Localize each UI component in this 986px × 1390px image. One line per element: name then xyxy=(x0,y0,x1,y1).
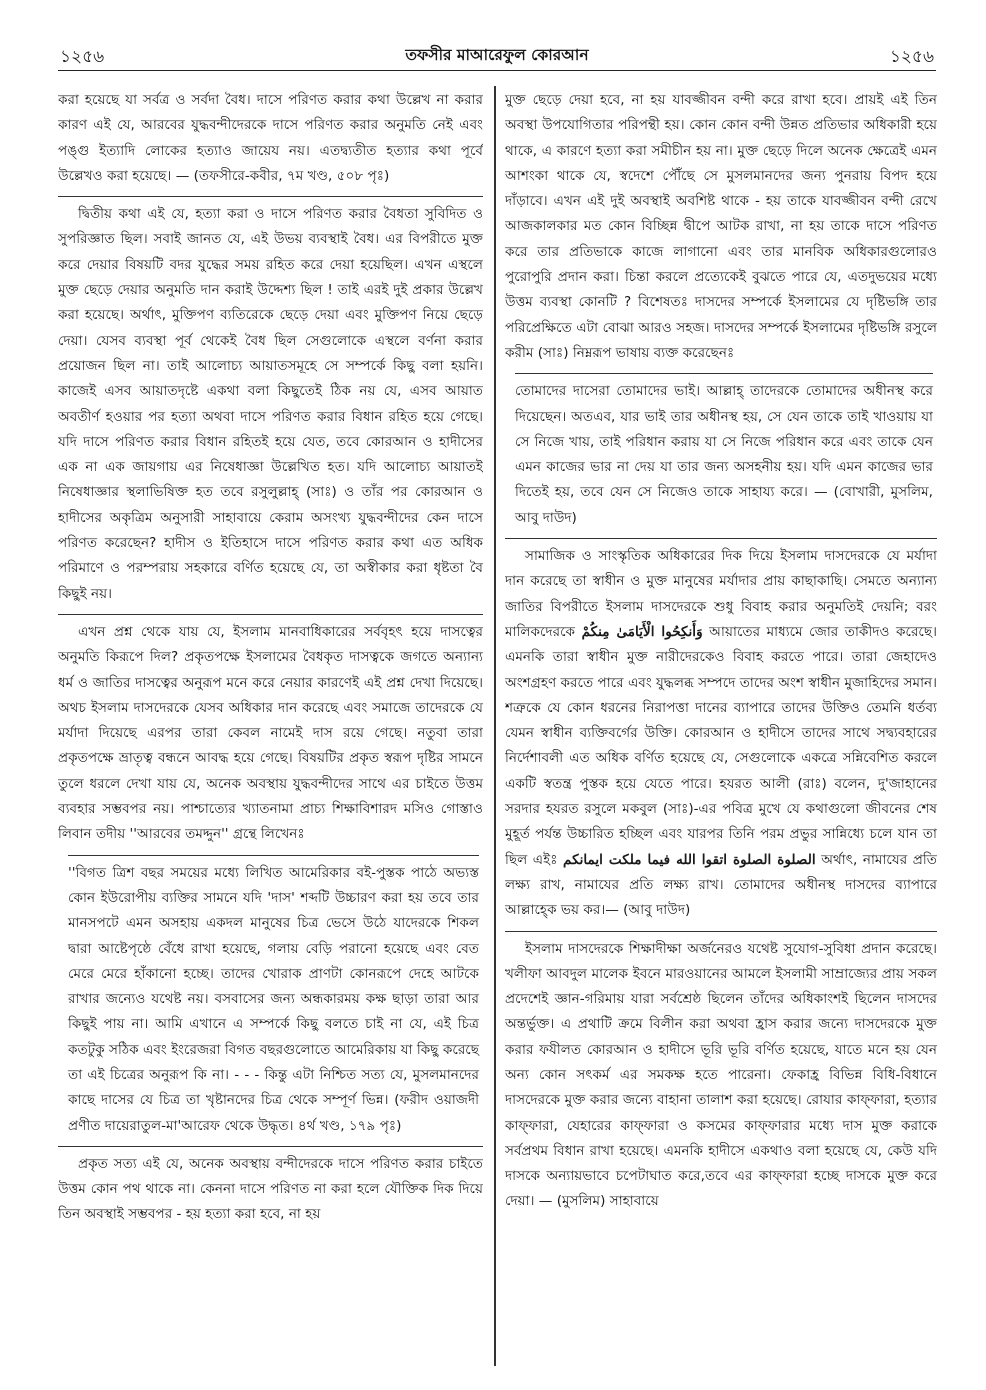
left-paragraph-1: করা হয়েছে যা সর্বত্র ও সর্বদা বৈধ। দাসে পরিণত করার কথা উল্লেখ না করার কারণ এই যে, আরবের যুদ্ধবন্দীদেরকে দাসে পরিণত করার অনুমতি নেই এবং পঙ্গু ইত্যাদি লোকের হত্যাও জায়েয নয়। এতদ্ব্যতীত হত্যার কথা পূর্বে উল্লেখও করা হয়েছে। — (তফসীরে-কবীর, ৭ম খণ্ড, ৫০৮ পৃঃ) xyxy=(58,92,483,184)
right-paragraph-2 xyxy=(505,538,937,923)
block-quote: ''বিগত ত্রিশ বছর সময়ের মধ্যে লিখিত আমেরিকার বই-পুস্তক পাঠে অভ্যস্ত কোন ইউরোপীয় ব্যক্তির সামনে যদি 'দাস' শব্দটি উচ্চারণ করা হয় তবে তার মানসপটে এমন অসহায় একদল মানুষের চিত্র ভেসে উঠে যাদেরকে শিকল দ্বারা আষ্টেপৃষ্ঠে বেঁধে রাখা হয়েছে, গলায় বেড়ি পরানো হয়েছে এবং বেত মেরে মেরে হাঁকানো হচ্ছে। তাদের খোরাক প্রাণটা কোনরূপে দেহে আটকে রাখার জন্যেও যথেষ্ট নয়। বসবাসের জন্য অন্ধকারময় কক্ষ ছাড়া তারা আর কিছুই পায় না। আমি এখানে এ সম্পর্কে কিছু বলতে চাই না যে, এই চিত্র কতটুকু সঠিক এবং ইংরেজরা বিগত বছরগুলোতে আমেরিকায় যা কিছু করেছে তা এই চিত্রের অনুরূপ কি না। - - - কিন্তু এটা নিশ্চিত সত্য যে, মুসলমানদের কাছে দাসের যে চিত্র তা খৃষ্টানদের চিত্র থেকে সম্পূর্ণ ভিন্ন। (ফরীদ ওয়াজদী প্রণীত দায়েরাতুল-মা'আরেফ থেকে উদ্ধৃত। ৪র্থ খণ্ড, ১৭৯ পৃঃ) xyxy=(68,855,479,1139)
hadith-quote: তোমাদের দাসেরা তোমাদের ভাই। আল্লাহ্ তাদেরকে তোমাদের অধীনস্থ করে দিয়েছেন। অতএব, যার ভাই তার অধীনস্থ হয়, সে যেন তাকে তাই খাওয়ায় যা সে নিজে খায়, তাই পরিধান করায় যা সে নিজে পরিধান করে এবং তাকে যেন এমন কাজের ভার না দেয় যা তার জন্য অসহনীয় হয়। যদি এমন কাজের ভার দিতেই হয়, তবে যেন সে নিজেও তাকে সাহায্য করে। — (বোখারী, মুসলিম, আবু দাউদ) xyxy=(515,373,933,531)
arabic-hadith: الصلوة الصلوة اتقوا الله فيما ملكت ايمانكم xyxy=(563,851,816,868)
left-paragraph-3: এখন প্রশ্ন থেকে যায় যে, ইসলাম মানবাধিকারের সর্ববৃহৎ হয়ে দাসত্বের অনুমতি কিরূপে দিল? প্রকৃতপক্ষে ইসলামের বৈধকৃত দাসত্বকে জগতে অন্যান্য ধর্ম ও জাতির দাসত্বের অনুরূপ মনে করে নেয়ার কারণেই এই প্রশ্ন দেখা দিয়েছে। অথচ ইসলাম দাসদেরকে যেসব অধিকার দান করেছে এবং সমাজে তাদেরকে যে মর্যাদা দিয়েছে এরপর তারা কেবল নামেই দাস রয়ে গেছে। নতুবা তারা প্রকৃতপক্ষে ভ্রাতৃত্ব বন্ধনে আবদ্ধ হয়ে গেছে। বিষয়টির প্রকৃত স্বরূপ দৃষ্টির সামনে তুলে ধরলে দেখা যায় যে, অনেক অবস্থায় যুদ্ধবন্দীদের সাথে এর চাইতে উত্তম ব্যবহার সম্ভবপর নয়। পাশ্চাত্যের খ্যাতনামা প্রাচ্য শিক্ষাবিশারদ মসিও গোস্তাও লিবান তদীয় ''আরবের তমদ্দুন'' গ্রন্থে লিখেনঃ xyxy=(58,614,483,848)
paragraph-2-text-b: আয়াতের মাধ্যমে জোর তাকীদও করেছে। এমনকি তারা স্বাধীন মুক্ত নারীদেরকেও বিবাহ করতে পারে। তারা জেহাদেও অংশগ্রহণ করতে পারে এবং যুদ্ধলব্ধ সম্পদে তাদের অংশ স্বাধীন মুজাহিদের সমান। শত্রুকে যে কোন ধরনের নিরাপত্তা দানের ব্যাপারে তাদের উক্তিও তেমনি ধর্তব্য যেমন স্বাধীন ব্যক্তিবর্গের উক্তি। কোরআন ও হাদীসে তাদের সাথে সদ্ব্যবহারের নির্দেশাবলী এত অধিক বর্ণিত হয়েছে যে, সেগুলোকে একত্রে সন্নিবেশিত করলে একটি স্বতন্ত্র পুস্তক হয়ে যেতে পারে। হযরত আলী (রাঃ) বলেন, দু'জাহানের সরদার হযরত রসুলে মকবুল (সাঃ)-এর পবিত্র মুখে যে কথাগুলো জীবনের শেষ মুহূর্ত পর্যন্ত উচ্চারিত হচ্ছিল এবং যারপর তিনি পরম প্রভুর সান্নিধ্যে চলে যান তা ছিল এইঃ xyxy=(505,623,937,868)
running-title: তফসীর মাআরেফুল কোরআন xyxy=(405,46,589,64)
page-number-right: ১২৫৬ xyxy=(889,47,934,67)
page-header xyxy=(58,40,936,71)
column-divider xyxy=(494,86,496,1366)
left-paragraph-4: প্রকৃত সত্য এই যে, অনেক অবস্থায় বন্দীদেরকে দাসে পরিণত করার চাইতে উত্তম কোন পথ থাকে না। কেননা দাসে পরিণত না করা হলে যৌক্তিক দিক দিয়ে তিন অবস্থাই সম্ভবপর - হয় হত্যা করা হবে, না হয় xyxy=(58,1146,483,1228)
right-column xyxy=(505,88,937,1363)
page-number-left: ১২৫৬ xyxy=(60,47,105,67)
left-column xyxy=(58,88,483,1363)
right-paragraph-1: মুক্ত ছেড়ে দেয়া হবে, না হয় যাবজ্জীবন বন্দী করে রাখা হবে। প্রায়ই এই তিন অবস্থা উপযোগিতার পরিপন্থী হয়। কোন কোন বন্দী উন্নত প্রতিভার অধিকারী হয়ে থাকে, এ কারণে হত্যা করা সমীচীন হয় না। মুক্ত ছেড়ে দিলে অনেক ক্ষেত্রেই এমন আশংকা থাকে যে, স্বদেশে পৌঁছে সে মুসলমানদের জন্য পুনরায় বিপদ হয়ে দাঁড়াবে। এখন এই দুই অবস্থাই অবশিষ্ট থাকে - হয় তাকে যাবজ্জীবন বন্দী রেখে আজকালকার মত কোন বিচ্ছিন্ন দ্বীপে আটক রাখা, না হয় তাকে দাসে পরিণত করে তার প্রতিভাকে কাজে লাগানো এবং তার মানবিক অধিকারগুলোরও পুরোপুরি প্রদান করা। চিন্তা করলে প্রত্যেকেই বুঝতে পারে যে, এতদুভয়ের মধ্যে উত্তম ব্যবস্থা কোনটি ? বিশেষতঃ দাসদের সম্পর্কে ইসলামের যে দৃষ্টিভঙ্গি তার পরিপ্রেক্ষিতে এটা বোঝা আরও সহজ। দাসদের সম্পর্কে ইসলামের দৃষ্টিভঙ্গি রসুলে করীম (সাঃ) নিম্নরূপ ভাষায় ব্যক্ত করেছেনঃ xyxy=(505,92,937,361)
paragraph-2-text-c: অর্থাৎ, নামাযের প্রতি লক্ষ্য রাখ, নামাযের প্রতি লক্ষ্য রাখ। তোমাদের অধীনস্থ দাসদের ব্যাপারে আল্লাহ্কে ভয় কর।— (আবু দাউদ) xyxy=(505,851,937,919)
left-paragraph-2: দ্বিতীয় কথা এই যে, হত্যা করা ও দাসে পরিণত করার বৈধতা সুবিদিত ও সুপরিজ্ঞাত ছিল। সবাই জানত যে, এই উভয় ব্যবস্থাই বৈধ। এর বিপরীতে মুক্ত করে দেয়ার বিষয়টি বদর যুদ্ধের সময় রহিত করে দেয়া হয়েছিল। এখন এস্থলে মুক্ত ছেড়ে দেয়ার অনুমতি দান করাই উদ্দেশ্য ছিল ! তাই এরই দুই প্রকার উল্লেখ করা হয়েছে। অর্থাৎ, মুক্তিপণ ব্যতিরেকে ছেড়ে দেয়া এবং মুক্তিপণ নিয়ে ছেড়ে দেয়া। যেসব ব্যবস্থা পূর্ব থেকেই বৈধ ছিল সেগুলোকে এস্থলে বর্ণনা করার প্রয়োজন ছিল না। তাই আলোচ্য আয়াতসমূহে সে সম্পর্কে কিছু বলা হয়নি। কাজেই এসব আয়াতদৃষ্টে একথা বলা কিছুতেই ঠিক নয় যে, এসব আয়াত অবতীর্ণ হওয়ার পর হত্যা অথবা দাসে পরিণত করার বিধান রহিত হয়ে গেছে। যদি দাসে পরিণত করার বিধান রহিতই হয়ে যেত, তবে কোরআন ও হাদীসের এক না এক জায়গায় এর নিষেধাজ্ঞা উল্লেখিত হত। যদি আলোচ্য আয়াতই নিষেধাজ্ঞার স্থলাভিষিক্ত হত তবে রসুলুল্লাহ্ (সাঃ) ও তাঁর পর কোরআন ও হাদীসের অকৃত্রিম অনুসারী সাহাবায়ে কেরাম অসংখ্য যুদ্ধবন্দীদের কেন দাসে পরিণত করেছেন? হাদীস ও ইতিহাসে দাসে পরিণত করার কথা এত অধিক পরিমাণে ও পরম্পরায় সহকারে বর্ণিত হয়েছে যে, তা অস্বীকার করা ধৃষ্টতা বৈ কিছুই নয়। xyxy=(58,196,483,607)
right-paragraph-3: ইসলাম দাসদেরকে শিক্ষাদীক্ষা অর্জনেরও যথেষ্ট সুযোগ-সুবিধা প্রদান করেছে। খলীফা আবদুল মালেক ইবনে মারওয়ানের আমলে ইসলামী সাম্রাজ্যের প্রায় সকল প্রদেশেই জ্ঞান-গরিমায় যারা সর্বশ্রেষ্ঠ ছিলেন তাঁদের অধিকাংশই ছিলেন দাসদের অন্তর্ভুক্ত। এ প্রথাটি ক্রমে বিলীন করা অথবা হ্রাস করার জন্যে দাসদেরকে মুক্ত করার ফযীলত কোরআন ও হাদীসে ভূরি ভূরি বর্ণিত হয়েছে, যাতে মনে হয় যেন অন্য কোন সৎকর্ম এর সমকক্ষ হতে পারেনা। ফেকাহ্র বিভিন্ন বিধি-বিধানে দাসদেরকে মুক্ত করার জন্যে বাহানা তালাশ করা হয়েছে। রোযার কাফ্ফারা, হত্যার কাফ্ফারা, যেহারের কাফ্ফারা ও কসমের কাফ্ফারার মধ্যে দাস মুক্ত করাকে সর্বপ্রথম বিধান রাখা হয়েছে। এমনকি হাদীসে একথাও বলা হয়েছে যে, কেউ যদি দাসকে অন্যায়ভাবে চপেটাঘাত করে,তবে এর কাফ্ফারা হচ্ছে দাসকে মুক্ত করে দেয়া। — (মুসলিম) সাহাবায়ে xyxy=(505,931,937,1215)
arabic-verse: وَأَنكِحُوا الْأَيَامَىٰ مِنكُمْ xyxy=(581,623,703,640)
paragraph-2-text-a: সামাজিক ও সাংস্কৃতিক অধিকারের দিক দিয়ে ইসলাম দাসদেরকে যে মর্যাদা দান করেছে তা স্বাধীন ও মুক্ত মানুষের মর্যাদার প্রায় কাছাকাছি। সেমতে অন্যান্য জাতির বিপরীতে ইসলাম দাসদেরকে শুধু বিবাহ করার অনুমতিই দেয়নি; বরং মালিকদেরকে xyxy=(505,548,937,640)
